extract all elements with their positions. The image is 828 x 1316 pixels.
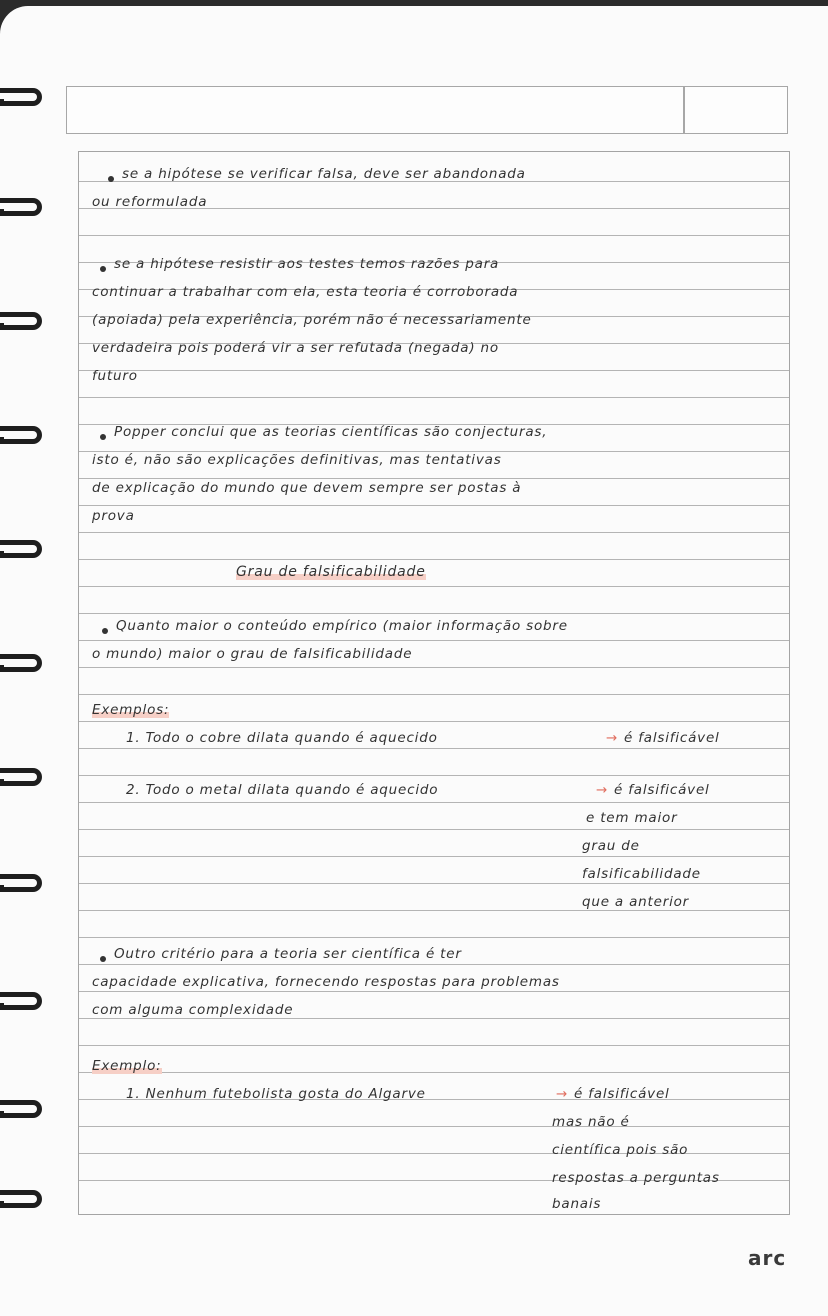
example-comment: e tem maior xyxy=(586,810,678,826)
binder-ring xyxy=(0,88,42,106)
binder-ring xyxy=(0,312,42,330)
example-item: 1. Nenhum futebolista gosta do Algarve xyxy=(126,1086,426,1102)
example-result: é falsificável xyxy=(574,1086,670,1102)
arrow-icon: → xyxy=(596,782,609,798)
binder-ring xyxy=(0,654,42,672)
header-box xyxy=(66,86,788,134)
binder-ring xyxy=(0,1190,42,1208)
binder-ring xyxy=(0,198,42,216)
ruled-area xyxy=(78,151,790,1215)
note-line: de explicação do mundo que devem sempre ser postas à xyxy=(92,480,522,496)
note-line: se a hipótese se verificar falsa, deve ser abandonada xyxy=(122,166,526,182)
example-comment: falsificabilidade xyxy=(582,866,701,882)
example-comment: mas não é xyxy=(552,1114,630,1130)
note-line: Quanto maior o conteúdo empírico (maior informação sobre xyxy=(116,618,568,634)
note-line: Popper conclui que as teorias científicas são conjecturas, xyxy=(114,424,548,440)
arrow-icon: → xyxy=(556,1086,569,1102)
note-line: o mundo) maior o grau de falsificabilidade xyxy=(92,646,413,662)
note-line: Outro critério para a teoria ser científica é ter xyxy=(114,946,462,962)
note-line: isto é, não são explicações definitivas, mas tentativas xyxy=(92,452,502,468)
note-line: ou reformulada xyxy=(92,194,208,210)
bullet-dot xyxy=(100,266,106,272)
header-divider xyxy=(683,87,685,133)
arrow-icon: → xyxy=(606,730,619,746)
example-label: Exemplo: xyxy=(92,1058,162,1074)
bullet-dot xyxy=(100,434,106,440)
section-title: Grau de falsificabilidade xyxy=(236,564,426,580)
note-line: prova xyxy=(92,508,135,524)
example-item: 2. Todo o metal dilata quando é aquecido xyxy=(126,782,439,798)
example-comment: grau de xyxy=(582,838,640,854)
binder-ring xyxy=(0,992,42,1010)
example-item: 1. Todo o cobre dilata quando é aquecido xyxy=(126,730,438,746)
binder-ring xyxy=(0,426,42,444)
bullet-dot xyxy=(100,956,106,962)
note-line: (apoiada) pela experiência, porém não é necessariamente xyxy=(92,312,532,328)
binder-ring xyxy=(0,768,42,786)
brand-logo: arc xyxy=(748,1246,787,1270)
binder-ring xyxy=(0,1100,42,1118)
example-result: é falsificável xyxy=(614,782,710,798)
note-line: verdadeira pois poderá vir a ser refutada (negada) no xyxy=(92,340,499,356)
example-comment: científica pois são xyxy=(552,1142,689,1158)
note-line: continuar a trabalhar com ela, esta teoria é corroborada xyxy=(92,284,519,300)
bullet-dot xyxy=(108,176,114,182)
notebook-page xyxy=(0,6,828,1316)
note-line: se a hipótese resistir aos testes temos razões para xyxy=(114,256,500,272)
examples-label: Exemplos: xyxy=(92,702,170,718)
binder-ring xyxy=(0,874,42,892)
example-comment: banais xyxy=(552,1196,602,1212)
example-result: é falsificável xyxy=(624,730,720,746)
example-comment: que a anterior xyxy=(582,894,690,910)
note-line: com alguma complexidade xyxy=(92,1002,294,1018)
binder-ring xyxy=(0,540,42,558)
bullet-dot xyxy=(102,628,108,634)
note-line: capacidade explicativa, fornecendo respostas para problemas xyxy=(92,974,560,990)
example-comment: respostas a perguntas xyxy=(552,1170,720,1186)
note-line: futuro xyxy=(92,368,138,384)
